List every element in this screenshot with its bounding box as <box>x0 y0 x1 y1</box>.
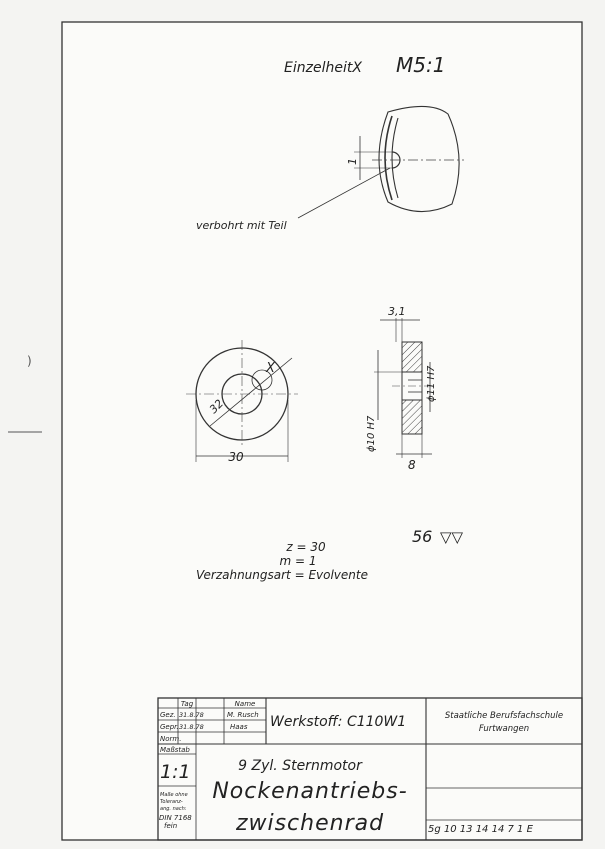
row-norm: Norm. <box>160 735 182 743</box>
werkstoff: Werkstoff: C110W1 <box>270 714 407 730</box>
col-tag: Tag <box>180 700 194 708</box>
side-dim-bore-right: ϕ11 H7 <box>426 365 437 402</box>
project: 9 Zyl. Sternmotor <box>238 758 362 774</box>
margin-glyph: ) <box>27 354 32 368</box>
part-line1: Nockenantriebs- <box>212 779 408 804</box>
front-dim-diameter: 32 <box>206 397 227 417</box>
gear-section-top <box>402 342 422 372</box>
massstab-label: Maßstab <box>160 746 190 754</box>
side-dim-top: 3,1 <box>388 305 406 318</box>
school-line1: Staatliche Berufsfachschule <box>444 711 564 721</box>
detail-dim: 1 <box>346 158 359 165</box>
gear-m: m = 1 <box>279 554 317 568</box>
detail-note: verbohrt mit Teil <box>196 219 287 232</box>
part-line2: zwischenrad <box>235 811 385 836</box>
tol-line2: Toleranz- <box>160 799 183 805</box>
date-gez: 31.8.78 <box>179 711 204 719</box>
tol-line1: Maße ohne <box>160 792 188 798</box>
name-gepr: Haas <box>230 723 248 731</box>
tol-line3: ang. nach: <box>160 806 187 812</box>
detail-label: EinzelheitX <box>284 60 362 76</box>
gear-z: z = 30 <box>286 540 326 554</box>
gear-section-bottom <box>402 400 422 434</box>
col-name: Name <box>234 700 256 708</box>
date-gepr: 31.8.78 <box>179 723 204 731</box>
row-gepr: Gepr. <box>160 723 179 731</box>
side-dim-width: 8 <box>408 458 416 472</box>
name-gez: M. Rusch <box>227 711 259 719</box>
front-dim-width: 30 <box>228 450 244 464</box>
row-gez: Gez. <box>160 711 176 719</box>
gear-type: Verzahnungsart = Evolvente <box>196 568 368 582</box>
detail-mark: X <box>266 361 275 376</box>
massstab: 1:1 <box>160 761 191 783</box>
surface-value: 56 <box>412 527 433 546</box>
tol-line4: DIN 7168 <box>159 814 192 822</box>
side-dim-bore-left: ϕ10 H7 <box>366 415 377 452</box>
tol-line5: fein <box>164 822 178 830</box>
surface-symbol: ▽▽ <box>440 528 464 546</box>
drawing-number: 5g 10 13 14 14 7 1 E <box>428 824 533 835</box>
school-line2: Furtwangen <box>478 724 530 734</box>
detail-scale: M5:1 <box>396 53 446 77</box>
